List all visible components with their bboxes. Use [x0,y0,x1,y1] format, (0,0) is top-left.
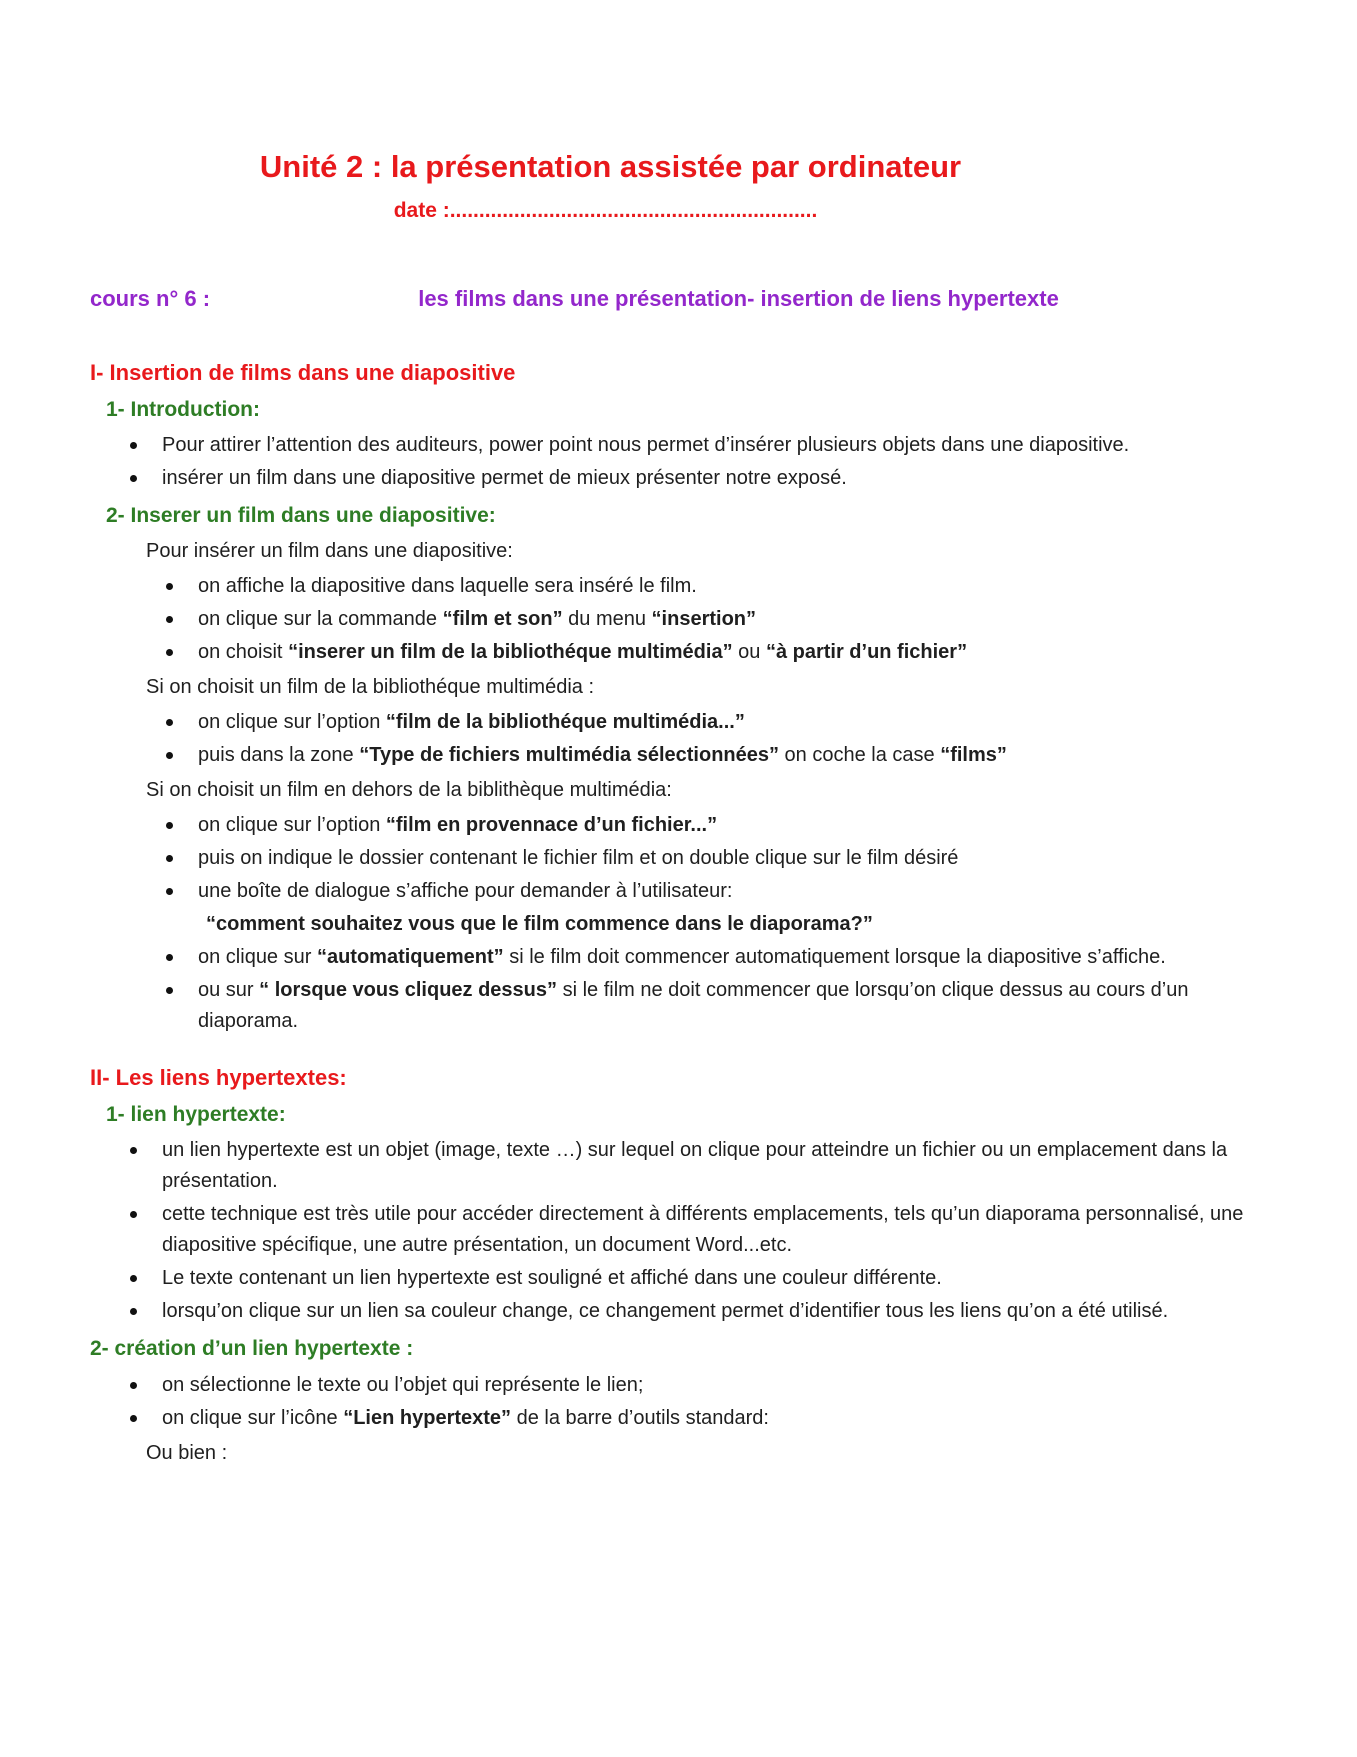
subsection-heading [90,1335,1267,1363]
text-content [198,740,1267,771]
text-content [198,571,1267,602]
text-content [106,398,260,421]
bullet-item [90,942,1267,973]
bullet-item [90,810,1267,841]
text-segment: si le film doit commencer automatiquement lorsque la diapositive s’affiche. [503,946,1166,969]
bullet-icon [130,1147,137,1154]
text-segment: Le texte contenant un lien hypertexte est souligné et affiché dans une couleur différente. [162,1267,942,1290]
text-content [146,779,672,801]
bullet-item [90,430,1267,461]
text-segment: puis dans la zone [198,744,360,767]
bullet-icon [166,583,173,590]
paragraph [90,1438,1267,1469]
text-segment: on choisit [198,641,289,664]
bullet-item [90,1296,1267,1327]
text-segment: si le film ne doit commencer que lorsqu’on clique dessus au cours d’un diaporama. [198,979,1189,1033]
bullet-item [90,1263,1267,1294]
bullet-item [90,463,1267,494]
text-content [198,707,1267,738]
bullet-item [90,637,1267,668]
bold-text-segment: “film de la bibliothéque multimédia...” [385,711,745,734]
text-content [146,676,594,698]
text-content [90,1065,347,1090]
subsection-heading [90,396,1267,424]
bullet-item [90,1199,1267,1261]
bullet-item [90,1403,1267,1434]
text-content [198,810,1267,841]
section-heading [90,1063,1267,1093]
paragraph [90,672,1267,703]
text-content [162,463,1267,494]
paragraph [90,536,1267,567]
text-content [162,1263,1267,1294]
bullet-item [90,707,1267,738]
text-segment: Pour insérer un film dans une diapositive: [146,540,513,563]
bullet-item [90,975,1267,1037]
bold-text-segment: “automatiquement” [316,946,504,969]
bullet-icon [166,987,173,994]
text-segment: ou [732,641,766,664]
bold-text-segment: “film et son” [442,608,563,631]
bullet-icon [166,855,173,862]
page-title: Unité 2 : la présentation assistée par ordinateur [259,149,962,184]
bullet-icon [166,616,173,623]
bullet-item [90,571,1267,602]
date-line: date :............................................................... [393,199,818,223]
text-segment: lorsqu’on clique sur un lien sa couleur change, ce changement permet d’identifier tous les liens qu’on a été utilisé. [162,1300,1169,1323]
bullet-icon [130,1211,137,1218]
text-segment: ou sur [198,979,260,1002]
text-segment: on clique sur l’option [198,711,386,734]
text-segment: on clique sur [198,946,317,969]
text-content [162,1296,1267,1327]
text-content [162,1199,1267,1261]
text-segment: on clique sur l’option [198,814,386,837]
bold-text-segment: “insertion” [651,608,756,631]
bold-text-segment: “inserer un film de la bibliothéque multimédia” [288,641,733,664]
text-content [146,540,513,562]
bold-text-segment: “ lorsque vous cliquez dessus” [259,979,558,1002]
text-content [106,1103,286,1126]
course-number-label: cours n° 6 : [90,285,211,311]
text-content [198,843,1267,874]
bullet-item [90,740,1267,771]
text-segment: I- Insertion de films dans une diapositive [90,359,516,385]
text-segment: puis on indique le dossier contenant le fichier film et on double clique sur le film désiré [198,847,959,870]
bullet-item [90,1135,1267,1197]
text-segment: on clique sur la commande [198,608,443,631]
bullet-icon [130,1308,137,1315]
text-segment: Si on choisit un film en dehors de la biblithèque multimédia: [146,779,672,802]
course-row [90,282,1267,316]
bullet-item [90,1370,1267,1401]
text-segment: 2- création d’un lien hypertexte : [90,1337,414,1361]
text-segment: insérer un film dans une diapositive permet de mieux présenter notre exposé. [162,466,847,489]
text-content [146,1442,227,1464]
bullet-icon [130,1415,137,1422]
bullet-item [90,604,1267,635]
bullet-item [90,843,1267,874]
bullet-item [90,876,1267,907]
section-heading [90,358,1267,388]
bold-text-segment: “film en provennace d’un fichier...” [385,814,718,837]
text-segment: on clique sur l’icône [162,1406,344,1429]
bold-text-segment: “films” [940,744,1007,767]
text-segment: cette technique est très utile pour accéder directement à différents emplacements, tels qu’un diaporama personnalisé, une diapositive spécifique, une autre présentation, un document Word...etc. [162,1203,1244,1257]
text-content [90,1337,413,1360]
text-segment: on coche la case [779,744,941,767]
text-content [162,430,1267,461]
text-content [198,604,1267,635]
text-content [162,1370,1267,1401]
text-content [206,913,873,935]
text-content [198,975,1267,1037]
text-content [198,876,1267,907]
bullet-icon [166,888,173,895]
document-header [90,148,1267,316]
text-content [162,1403,1267,1434]
text-segment: Si on choisit un film de la bibliothéque multimédia : [146,676,595,699]
text-segment: du menu [562,608,652,631]
text-segment: Ou bien : [146,1441,228,1464]
bullet-icon [166,752,173,759]
bullet-icon [166,719,173,726]
document-content [90,358,1267,1469]
subsection-heading [90,1101,1267,1129]
text-segment: on affiche la diapositive dans laquelle sera inséré le film. [198,575,697,598]
text-segment: 1- lien hypertexte: [106,1102,286,1126]
text-content [90,360,515,385]
bullet-icon [166,822,173,829]
text-segment: 2- Inserer un film dans une diapositive: [106,503,496,527]
bullet-icon [130,1275,137,1282]
bold-text-segment: “Type de fichiers multimédia sélectionnées” [359,744,779,767]
dialog-question [90,909,1267,940]
text-segment: de la barre d’outils standard: [511,1406,769,1429]
bold-text-segment: “Lien hypertexte” [343,1406,512,1429]
bold-text-segment: “comment souhaitez vous que le film commence dans le diaporama?” [206,913,873,936]
text-content [198,942,1267,973]
bullet-icon [130,1382,137,1389]
text-segment: un lien hypertexte est un objet (image, texte …) sur lequel on clique pour atteindre un fichier ou un emplacement dans la présentation. [162,1139,1228,1193]
paragraph [90,775,1267,806]
bullet-icon [130,475,137,482]
text-content [162,1135,1267,1197]
text-segment: II- Les liens hypertextes: [90,1065,347,1091]
bullet-icon [166,954,173,961]
course-title: les films dans une présentation- insertion de liens hypertexte [418,285,1059,311]
text-content [106,504,496,527]
text-segment: on sélectionne le texte ou l’objet qui représente le lien; [162,1373,644,1396]
bullet-icon [166,649,173,656]
text-segment: 1- Introduction: [106,397,260,421]
subsection-heading [90,502,1267,530]
text-segment: une boîte de dialogue s’affiche pour demander à l’utilisateur: [198,880,733,903]
bold-text-segment: “à partir d’un fichier” [765,641,968,664]
text-segment: Pour attirer l’attention des auditeurs, power point nous permet d’insérer plusieurs objets dans une diapositive. [162,433,1130,456]
text-content [198,637,1267,668]
bullet-icon [130,442,137,449]
